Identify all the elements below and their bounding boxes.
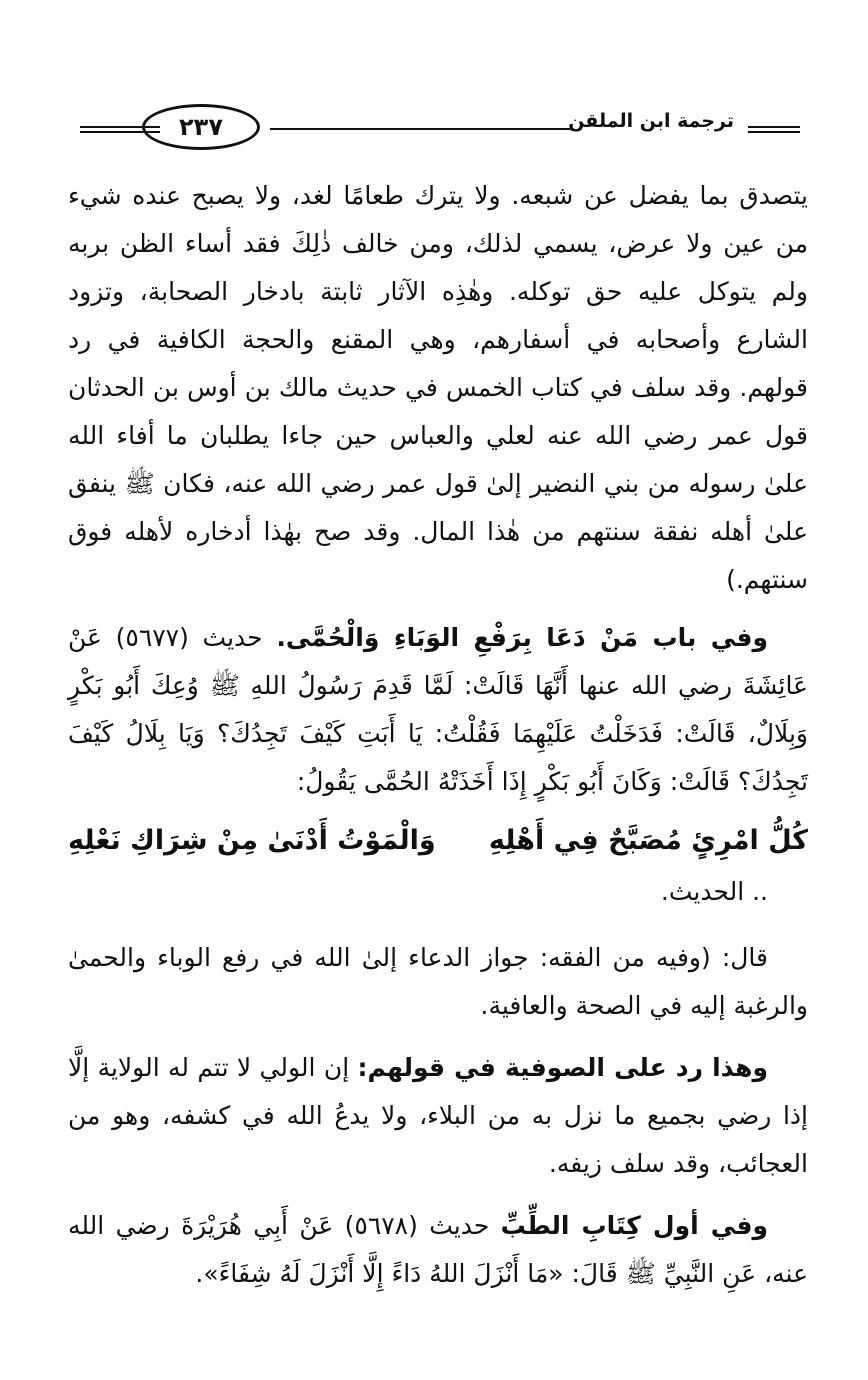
paragraph: يتصدق بما يفضل عن شبعه. ولا يترك طعامًا لغد، ولا يصبح عنده شيء من عين ولا عرض، يسمي لذلك، ومن خالف ذٰلِكَ فقد أساء الظن بربه ولم يتوكل عليه حق توكله. وهٰذِه الآثار ثابتة بادخار الصحابة، وتزود الشارع وأصحابه في أسفارهم، وهي المقنع والحجة الكافية في رد قولهم. وقد سلف في كتاب الخمس في حديث مالك بن أوس بن الحدثان قول عمر رضي الله عنه لعلي والعباس حين جاءا يطلبان ما أفاء الله علىٰ رسوله من بني النضير إلىٰ قول عمر رضي الله عنه، فكان ﷺ ينفق علىٰ أهله نفقة سنتهم من هٰذا المال. وقد صح بهٰذا أدخاره لأهله فوق سنتهم.) <box>68 181 808 594</box>
paragraph <box>68 614 808 806</box>
hadith-text: حديث (٥٦٧٧) عَنْ عَائِشَةَ رضي الله عنها أَنَّهَا قَالَتْ: لَمَّا قَدِمَ رَسُولُ اللهِ ﷺ وُعِكَ أَبُو بَكْرٍ وَبِلَالٌ، قَالَتْ: فَدَخَلْتُ عَلَيْهِمَا فَقُلْتُ: يَا أَبَتِ كَيْفَ تَجِدُكَ؟ وَيَا بِلَالُ كَيْفَ تَجِدُكَ؟ قَالَتْ: وَكَانَ أَبُو بَكْرٍ إِذَا أَخَذَتْهُ الحُمَّى يَقُولُ: <box>68 623 808 796</box>
header-rule <box>748 131 800 133</box>
header-rule <box>270 128 570 130</box>
paragraph: قال: (وفيه من الفقه: جواز الدعاء إلىٰ الله في رفع الوباء والحمىٰ والرغبة إليه في الصحة والعافية. <box>68 943 808 1020</box>
page-header <box>80 100 800 156</box>
running-title: ترجمة ابن الملقن <box>568 110 734 132</box>
verse-first-hemistich: كُلُّ امْرِئٍ مُصَبَّحٌ فِي أَهْلِهِ <box>488 825 808 856</box>
chapter-heading: وفي أول كِتَابِ الطِّبِّ <box>500 1211 768 1240</box>
page-number-oval <box>142 104 260 150</box>
paragraph <box>68 1202 808 1298</box>
page-number: ٢٣٧ <box>179 113 223 141</box>
chapter-heading: وفي باب مَنْ دَعَا بِرَفْعِ الوَبَاءِ وَالْحُمَّى. <box>276 623 768 652</box>
verse-second-hemistich: وَالْمَوْتُ أَدْنَىٰ مِنْ شِرَاكِ نَعْلِهِ <box>68 825 436 856</box>
verse-continuation: .. الحديث. <box>660 877 768 906</box>
paragraph-text: إن الولي لا تتم له الولاية إلَّا إذا رضي بجميع ما نزل به من البلاء، ولا يدعُ الله في كشفه، وهو من العجائب، وقد سلف زيفه. <box>68 1053 808 1178</box>
header-rule <box>748 126 800 128</box>
page-body <box>68 172 808 1298</box>
paragraph-lead: وهذا رد على الصوفية في قولهم: <box>357 1053 768 1082</box>
poetry-verse <box>68 814 808 868</box>
paragraph <box>68 1044 808 1188</box>
hadith-text: حديث (٥٦٧٨) عَنْ أَبِي هُرَيْرَةَ رضي الله عنه، عَنِ النَّبِيِّ ﷺ قَالَ: «مَا أَنْزَلَ اللهُ دَاءً إِلَّا أَنْزَلَ لَهُ شِفَاءً». <box>68 1211 808 1288</box>
